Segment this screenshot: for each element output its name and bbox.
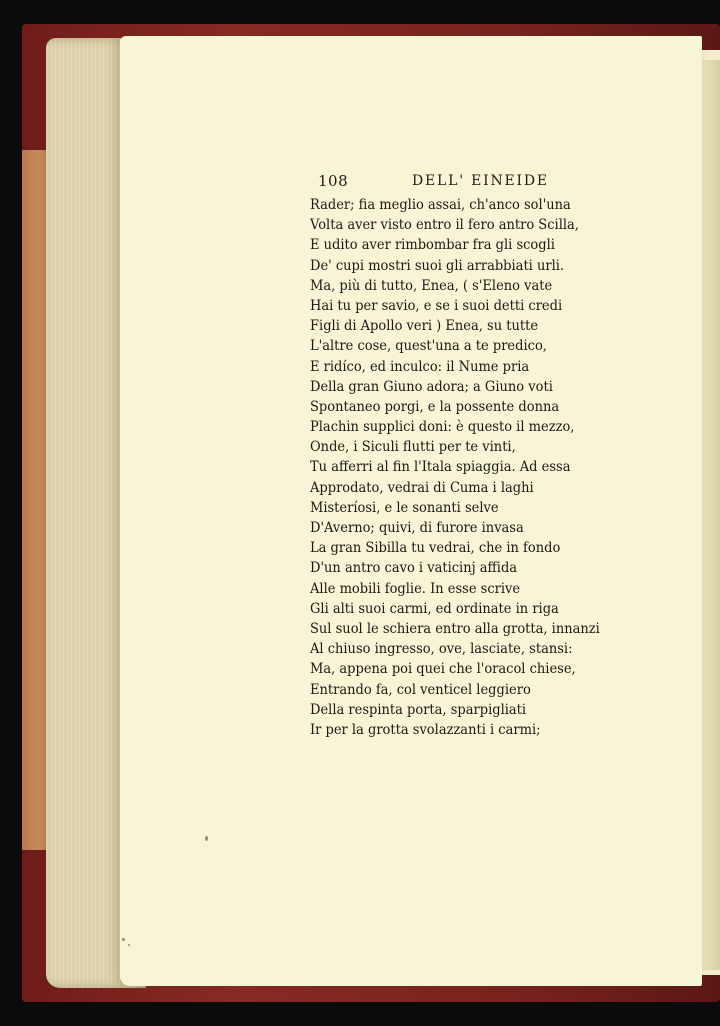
verse-line: Ma, appena poi quei che l'oracol chiese, [310,661,576,678]
verse-line: L'altre cose, quest'una a te predico, [310,338,547,355]
verse-line: Sul suol le schiera entro alla grotta, innanzi [310,620,600,637]
verse-line: Al chiuso ingresso, ove, lasciate, stansi: [310,641,573,658]
verse-line: De' cupi mostri suoi gli arrabbiati urli. [310,257,565,274]
verse-line: Onde, i Siculi flutti per te vinti, [310,439,516,456]
verse-line: Entrando fa, col venticel leggiero [310,681,531,698]
verse-line: Rader; fia meglio assai, ch'anco sol'una [310,197,571,213]
verse-line: E udito aver rimbombar fra gli scogli [310,237,555,254]
ink-speck [122,938,125,941]
ink-speck [205,836,208,841]
verse-line: La gran Sibilla tu vedrai, che in fondo [310,540,561,557]
verse-line: Volta aver visto entro il fero antro Scilla, [310,217,579,234]
verse-line: Plachin supplici doni: è questo il mezzo, [310,419,575,436]
verse-text [310,195,626,740]
verse-line: Hai tu per savio, e se i suoi detti credi [310,297,563,314]
page-number: 108 [318,172,349,190]
verse-line: E ridíco, ed inculco: il Nume pria [310,358,530,375]
verse-line: Approdato, vedrai di Cuma i laghi [310,479,534,496]
verse-line: Della respinta porta, sparpigliati [310,701,527,718]
verse-line: Della gran Giuno adora; a Giuno voti [310,378,553,395]
ink-speck [128,944,130,946]
verse-line: Tu afferri al fin l'Itala spiaggia. Ad essa [310,459,571,476]
verse-line: Misteríosi, e le sonanti selve [310,499,499,516]
verse-line: Gli alti suoi carmi, ed ordinate in riga [310,600,559,617]
verse-line: Ma, più di tutto, Enea, ( s'Eleno vate [310,277,553,294]
verse-line: Spontaneo porgi, e la possente donna [310,398,560,415]
facing-page-fore-edge [700,60,720,970]
verse-line: Figli di Apollo veri ) Enea, su tutte [310,318,539,335]
verse-line: D'un antro cavo i vaticinj affida [310,560,518,577]
verse-line: Alle mobili foglie. In esse scrive [310,580,521,597]
page-header [318,172,550,194]
running-title: DELL' EINEIDE [412,173,549,189]
verse-line: Ir per la grotta svolazzanti i carmi; [310,721,541,738]
verse-line: D'Averno; quivi, di furore invasa [310,520,524,536]
